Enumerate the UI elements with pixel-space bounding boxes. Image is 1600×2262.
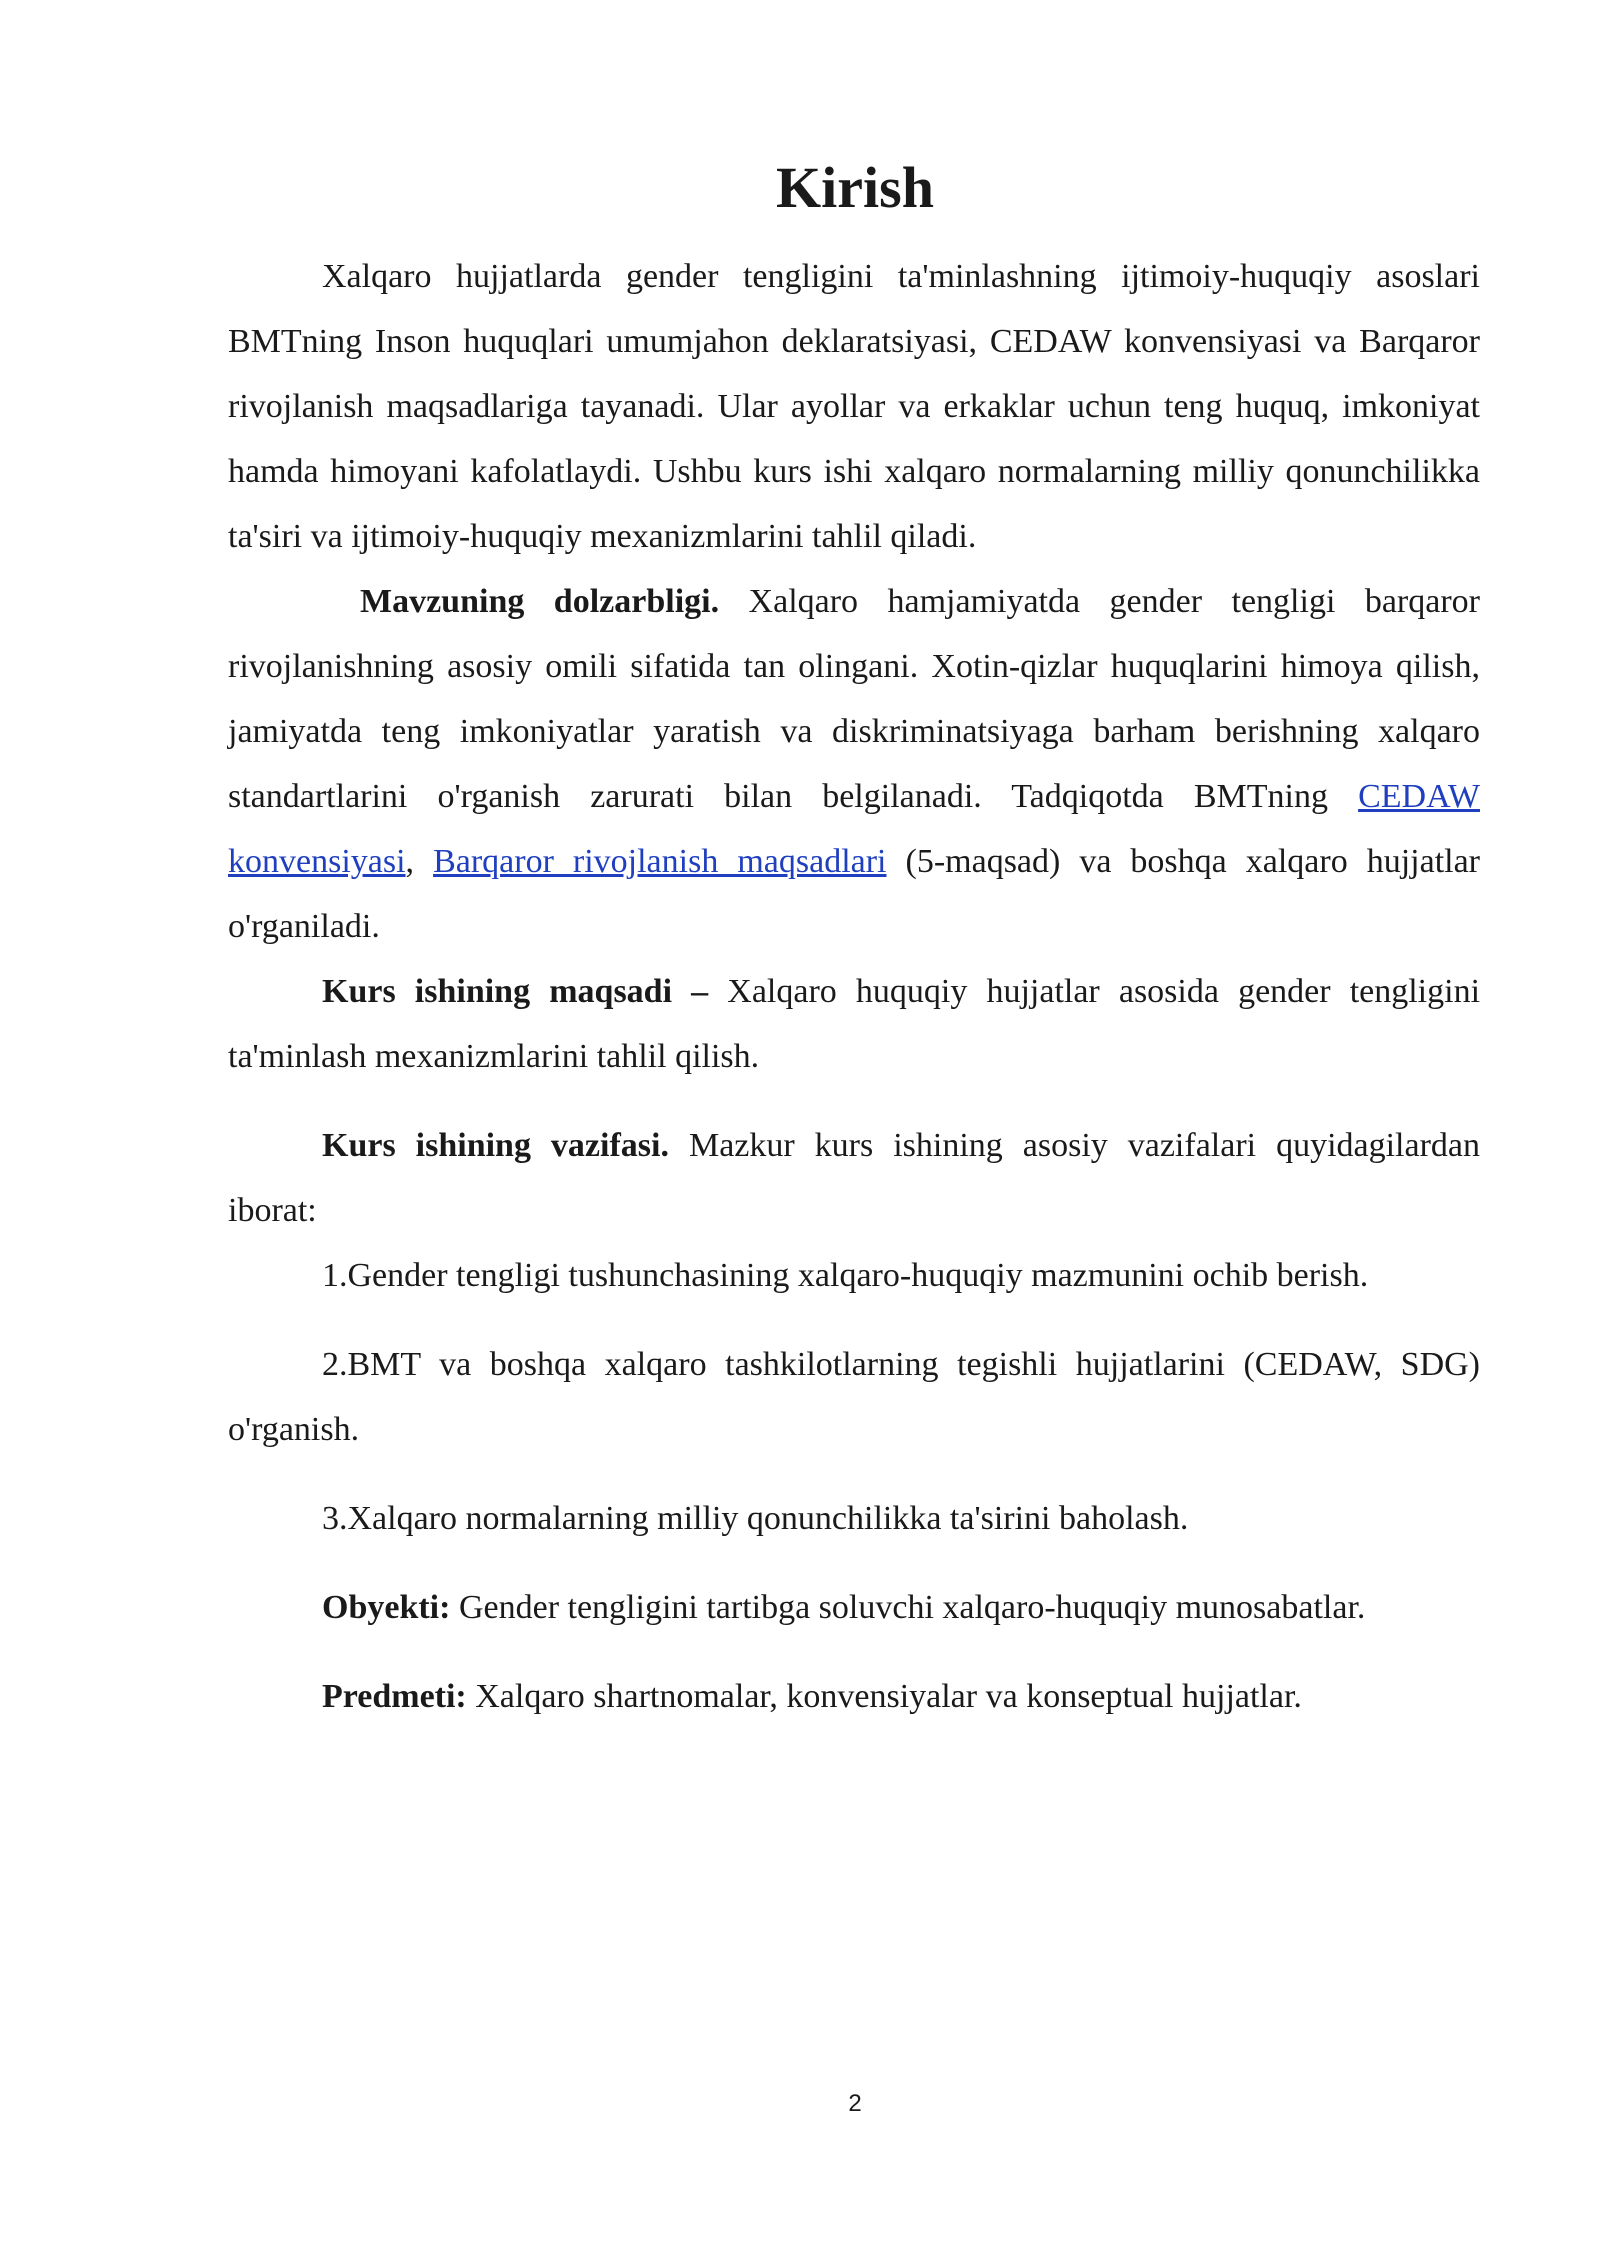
subject-label: Predmeti: bbox=[322, 1678, 467, 1715]
tasks-text: Mazkur kurs ishining asosiy vazifalari quyidagilardan iborat: bbox=[228, 1127, 1481, 1229]
goal-text: Xalqaro huquqiy hujjatlar asosida gender tengligini ta'minlash mexanizmlarini tahlil qilish. bbox=[228, 973, 1481, 1075]
relevance-text: Xalqaro hamjamiyatda gender tengligi barqaror rivojlanishning asosiy omili sifatida tan olingani. Xotin-qizlar huquqlarini himoya qilish, jamiyatda teng imkoniyatlar yaratish va diskriminatsiyaga barham berishning xalqaro standartlarini o'rganish zarurati bilan belgilanadi. Tadqiqotda BMTning bbox=[228, 583, 1480, 815]
link-separator: , bbox=[405, 843, 434, 880]
cedaw-link[interactable]: CEDAW konvensiyasi bbox=[228, 778, 1480, 880]
task-item-3: 3.Xalqaro normalarning milliy qonunchilikka ta'sirini baholash. bbox=[322, 1500, 1189, 1537]
tasks-paragraph bbox=[228, 1113, 1480, 1243]
page-number: 2 bbox=[848, 2090, 862, 2117]
object-paragraph bbox=[228, 1575, 1480, 1640]
object-label: Obyekti: bbox=[322, 1589, 451, 1626]
relevance-text-end: (5-maqsad) va boshqa xalqaro hujjatlar o'rganiladi. bbox=[228, 843, 1481, 945]
goal-paragraph bbox=[228, 959, 1480, 1089]
subject-text: Xalqaro shartnomalar, konvensiyalar va konseptual hujjatlar. bbox=[466, 1678, 1302, 1715]
goal-label: Kurs ishining maqsadi – bbox=[322, 973, 709, 1010]
task-item-1: 1.Gender tengligi tushunchasining xalqaro-huquqiy mazmunini ochib berish. bbox=[322, 1257, 1369, 1294]
intro-paragraph: Xalqaro hujjatlarda gender tengligini ta'minlashning ijtimoiy-huquqiy asoslari BMTning Inson huquqlari umumjahon deklaratsiyasi, CEDAW konvensiyasi va Barqaror rivojlanish maqsadlariga tayanadi. Ular ayollar va erkaklar uchun teng huquq, imkoniyat hamda himoyani kafolatlaydi. Ushbu kurs ishi xalqaro normalarning milliy qonunchilikka ta'siri va ijtimoiy-huquqiy mexanizmlarini tahlil qiladi. bbox=[228, 258, 1480, 555]
document-body bbox=[228, 244, 1480, 1729]
sdg-link[interactable]: Barqaror rivojlanish maqsadlari bbox=[433, 843, 887, 880]
subject-paragraph bbox=[228, 1664, 1480, 1729]
relevance-label: Mavzuning dolzarbligi. bbox=[360, 583, 720, 620]
page-title: Kirish bbox=[776, 155, 934, 220]
tasks-label: Kurs ishining vazifasi. bbox=[322, 1127, 669, 1164]
task-item-2: 2.BMT va boshqa xalqaro tashkilotlarning tegishli hujjatlarini (CEDAW, SDG) o'rganish. bbox=[228, 1346, 1480, 1448]
relevance-paragraph bbox=[228, 569, 1480, 959]
object-text: Gender tengligini tartibga soluvchi xalqaro-huquqiy munosabatlar. bbox=[450, 1589, 1366, 1626]
